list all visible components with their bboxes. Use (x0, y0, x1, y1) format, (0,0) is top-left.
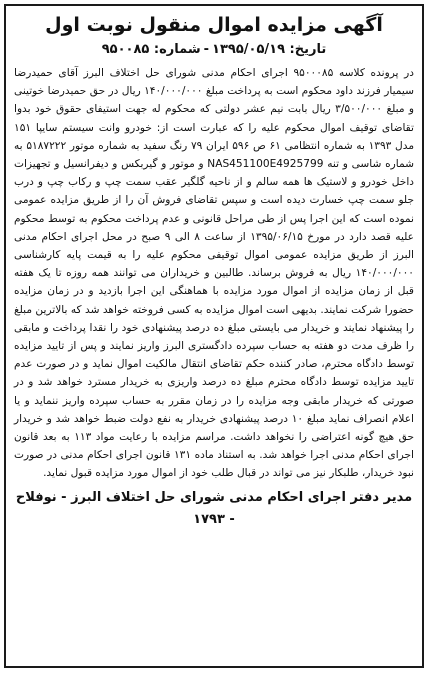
notice-body: در پرونده کلاسه ۹۵۰۰۰۸۵ اجرای احکام مدنی شورای حل اختلاف البرز آقای حمیدرضا سیمیار فرزند داود محکوم است به پرداخت مبلغ ۱۴۰/۰۰۰/۰۰۰ ریال در حق حمیدرضا خوتینی و مبلغ ۳/۵۰۰/۰۰۰ ریال بابت نیم عشر دولتی که محکوم له جهت استیفای حقوق خود بدوا تقاضای توقیف اموال محکوم علیه را که عبارت است از: خودرو وانت سیستم سایپا ۱۵۱ مدل ۱۳۹۳ به شماره انتظامی ۶۱ ص ۵۹۶ ایران ۷۹ رنگ سفید به شماره موتور ۵۱۸۷۲۲۲ به شماره شاسی و تنه NAS451100E4925799 و موتور و گیربکس و دیفرانسیل و تجهیزات داخل خودرو و لاستیک ها همه سالم و از ناحیه گلگیر عقب سمت چپ و رکاب چپ و درب جلو سمت چپ خسارت دیده است و سپس تقاضای فروش آن را از طریق مزایده عمومی نموده است که این اجرا پس از طی مراحل قانونی و عدم پرداخت محکوم به توسط محکوم علیه قصد دارد در مورخ ۱۳۹۵/۰۶/۱۵ از ساعت ۸ الی ۹ صبح در محل اجرای احکام مدنی البرز از طریق مزایده عمومی اموال توقیفی محکوم علیه را به قیمت پایه کارشناسی ۱۴۰/۰۰۰/۰۰۰ ریال به فروش برساند. طالبین و خریداران می توانند همه روزه تا یک هفته قبل از زمان مزایده از اموال مورد مزایده با هماهنگی این اجرا بازدید و در زمان مزایده حضورا شرکت نمایند. بدیهی است اموال مزایده به کسی فروخته خواهد شد که بالاترین مبلغ را پیشنهاد نمایند و خریدار می بایستی مبلغ ده درصد پیشنهادی خود را نقدا پرداخت و مابقی را ظرف مدت دو هفته به حساب سپرده دادگستری البرز واریز نمایند و پس از تایید مزایده توسط دادگاه محترم، صادر کننده حکم تقاضای انتقال مالکیت اموال نماید و در صورت عدم تایید مزایده توسط دادگاه محترم مبلغ ده درصد واریزی به خریدار مسترد خواهد شد و در صورتی که خریدار مابقی وجه مزایده را در زمان مقرر به حساب سپرده واریز ننماید و یا اعلام انصراف نماید مبلغ ۱۰ درصد پیشنهادی خریدار به نفع دولت ضبط خواهد شد و خریدار حق هیچ گونه اعتراضی را نخواهد داشت. مراسم مزایده با رعایت مواد ۱۱۳ به بعد قانون اجرای احکام مدنی اجرا خواهد شد. به استناد ماده ۱۳۱ قانون اجرای احکام مدنی در صورت نبود خریدار، طلبکار نیز می تواند در قبال طلب خود از اموال مورد مزایده قبول نماید. (14, 67, 415, 480)
notice-meta (14, 40, 414, 60)
meta-separator: - (203, 42, 210, 57)
notice-date: تاریخ: ۱۳۹۵/۰۵/۱۹ (212, 42, 327, 57)
auction-notice (4, 4, 424, 668)
notice-title: آگهی مزایده اموال منقول نوبت اول (45, 14, 383, 36)
notice-signature: مدیر دفتر اجرای احکام مدنی شورای حل اختلاف البرز - نوفلاح - ۱۷۹۳ (15, 489, 413, 527)
notice-number: شماره: ۹۵۰۰۸۵ (101, 42, 201, 57)
